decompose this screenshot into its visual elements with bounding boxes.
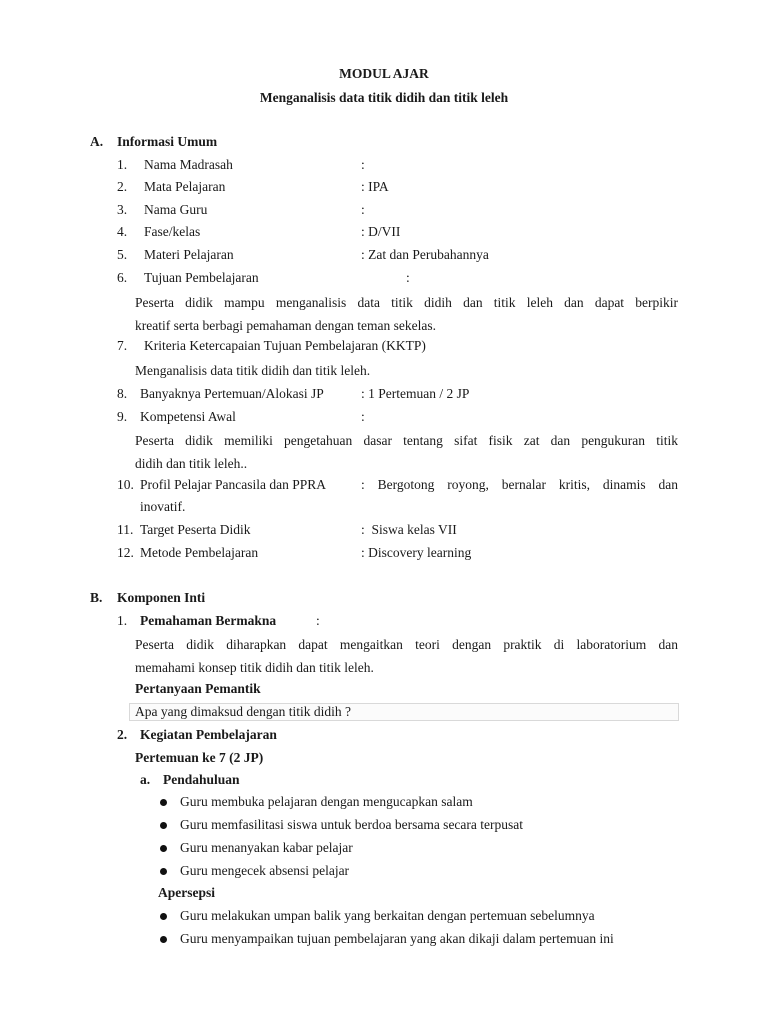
pemahaman-line-1: Peserta didik diharapkan dapat mengaitkan teori dengan praktik di laboratorium dan xyxy=(135,637,678,652)
section-b-letter: B. xyxy=(90,590,103,605)
item-value-tujuan-pembelajaran: : xyxy=(406,270,410,285)
bullet-icon xyxy=(160,868,167,875)
item-value-metode: : Discovery learning xyxy=(361,545,472,560)
list-item: Guru membuka pelajaran dengan mengucapkan salam xyxy=(180,794,473,809)
document-subtitle: Menganalisis data titik didih dan titik leleh xyxy=(259,90,509,105)
item-number: 1. xyxy=(117,613,128,628)
item-label-target-peserta: Target Peserta Didik xyxy=(140,522,251,537)
item-label-kompetensi-awal: Kompetensi Awal xyxy=(140,409,236,424)
sub-letter: a. xyxy=(140,772,151,787)
item-label-mata-pelajaran: Mata Pelajaran xyxy=(144,179,226,194)
item-value-alokasi-jp: : 1 Pertemuan / 2 JP xyxy=(361,386,470,401)
tujuan-line-1: Peserta didik mampu menganalisis data titik didih dan titik leleh dan dapat berpikir xyxy=(135,295,678,310)
item-label-materi-pelajaran: Materi Pelajaran xyxy=(144,247,234,262)
tujuan-line-2: kreatif serta berbagi pemahaman dengan teman sekelas. xyxy=(135,318,436,333)
item-value-nama-madrasah: : xyxy=(361,157,365,172)
item-label-metode: Metode Pembelajaran xyxy=(140,545,259,560)
kompetensi-paragraph xyxy=(135,429,678,475)
section-a-letter: A. xyxy=(90,134,104,149)
list-item: Guru melakukan umpan balik yang berkaitan dengan pertemuan sebelumnya xyxy=(180,908,595,923)
item-number: 9. xyxy=(117,409,128,424)
item-number: 2. xyxy=(117,727,128,742)
kompetensi-line-2: didih dan titik leleh.. xyxy=(135,456,248,471)
kktp-text: Menganalisis data titik didih dan titik leleh. xyxy=(135,363,371,378)
profil-value-line-1: : Bergotong royong, bernalar kritis, dinamis dan xyxy=(361,477,678,492)
item-value-fase-kelas: : D/VII xyxy=(361,224,401,239)
item-label-alokasi-jp: Banyaknya Pertemuan/Alokasi JP xyxy=(140,386,324,401)
list-item: Guru mengecek absensi pelajar xyxy=(180,863,350,878)
bullet-icon xyxy=(160,822,167,829)
pemahaman-paragraph xyxy=(135,633,678,679)
item-number: 6. xyxy=(117,270,128,285)
item-number: 3. xyxy=(117,202,128,217)
bullet-icon xyxy=(160,913,167,920)
bullet-icon xyxy=(160,799,167,806)
apersepsi-heading: Apersepsi xyxy=(158,885,215,900)
item-label-tujuan-pembelajaran: Tujuan Pembelajaran xyxy=(144,270,259,285)
tujuan-paragraph xyxy=(135,291,678,337)
item-number: 10. xyxy=(117,477,134,492)
bullet-icon xyxy=(160,845,167,852)
item-label-nama-guru: Nama Guru xyxy=(144,202,208,217)
item-value-kompetensi-awal: : xyxy=(361,409,365,424)
document-title: MODUL AJAR xyxy=(339,66,429,81)
item-value-mata-pelajaran: : IPA xyxy=(361,179,389,194)
item-number: 1. xyxy=(117,157,128,172)
list-item: Guru menyampaikan tujuan pembelajaran yang akan dikaji dalam pertemuan ini xyxy=(180,931,614,946)
kegiatan-heading: Kegiatan Pembelajaran xyxy=(140,727,277,742)
item-number: 12. xyxy=(117,545,134,560)
item-value-profil-pelajar xyxy=(361,476,678,494)
item-number: 4. xyxy=(117,224,128,239)
list-item: Guru memfasilitasi siswa untuk berdoa bersama secara terpusat xyxy=(180,817,524,832)
item-number: 5. xyxy=(117,247,128,262)
item-number: 8. xyxy=(117,386,128,401)
section-b-heading: Komponen Inti xyxy=(117,590,206,605)
pemahaman-colon: : xyxy=(316,613,320,628)
bullet-icon xyxy=(160,936,167,943)
profil-value-line-2: inovatif. xyxy=(140,499,186,514)
pemahaman-line-2: memahami konsep titik didih dan titik leleh. xyxy=(135,660,374,675)
item-value-nama-guru: : xyxy=(361,202,365,217)
pertemuan-heading: Pertemuan ke 7 (2 JP) xyxy=(135,750,264,765)
item-value-target-peserta: : Siswa kelas VII xyxy=(361,522,457,537)
item-label-fase-kelas: Fase/kelas xyxy=(144,224,201,239)
list-item: Guru menanyakan kabar pelajar xyxy=(180,840,353,855)
pertanyaan-pemantik-heading: Pertanyaan Pemantik xyxy=(135,681,261,696)
item-number: 7. xyxy=(117,338,128,353)
pendahuluan-heading: Pendahuluan xyxy=(163,772,240,787)
item-value-materi-pelajaran: : Zat dan Perubahannya xyxy=(361,247,489,262)
item-number: 2. xyxy=(117,179,128,194)
item-label-kktp: Kriteria Ketercapaian Tujuan Pembelajaran (KKTP) xyxy=(144,338,426,353)
section-a-heading: Informasi Umum xyxy=(117,134,218,149)
pertanyaan-text: Apa yang dimaksud dengan titik didih ? xyxy=(135,704,351,719)
item-label-nama-madrasah: Nama Madrasah xyxy=(144,157,233,172)
item-label-profil-pelajar: Profil Pelajar Pancasila dan PPRA xyxy=(140,477,326,492)
item-number: 11. xyxy=(117,522,134,537)
kompetensi-line-1: Peserta didik memiliki pengetahuan dasar tentang sifat fisik zat dan pengukuran titik xyxy=(135,433,678,448)
pemahaman-heading: Pemahaman Bermakna xyxy=(140,613,277,628)
